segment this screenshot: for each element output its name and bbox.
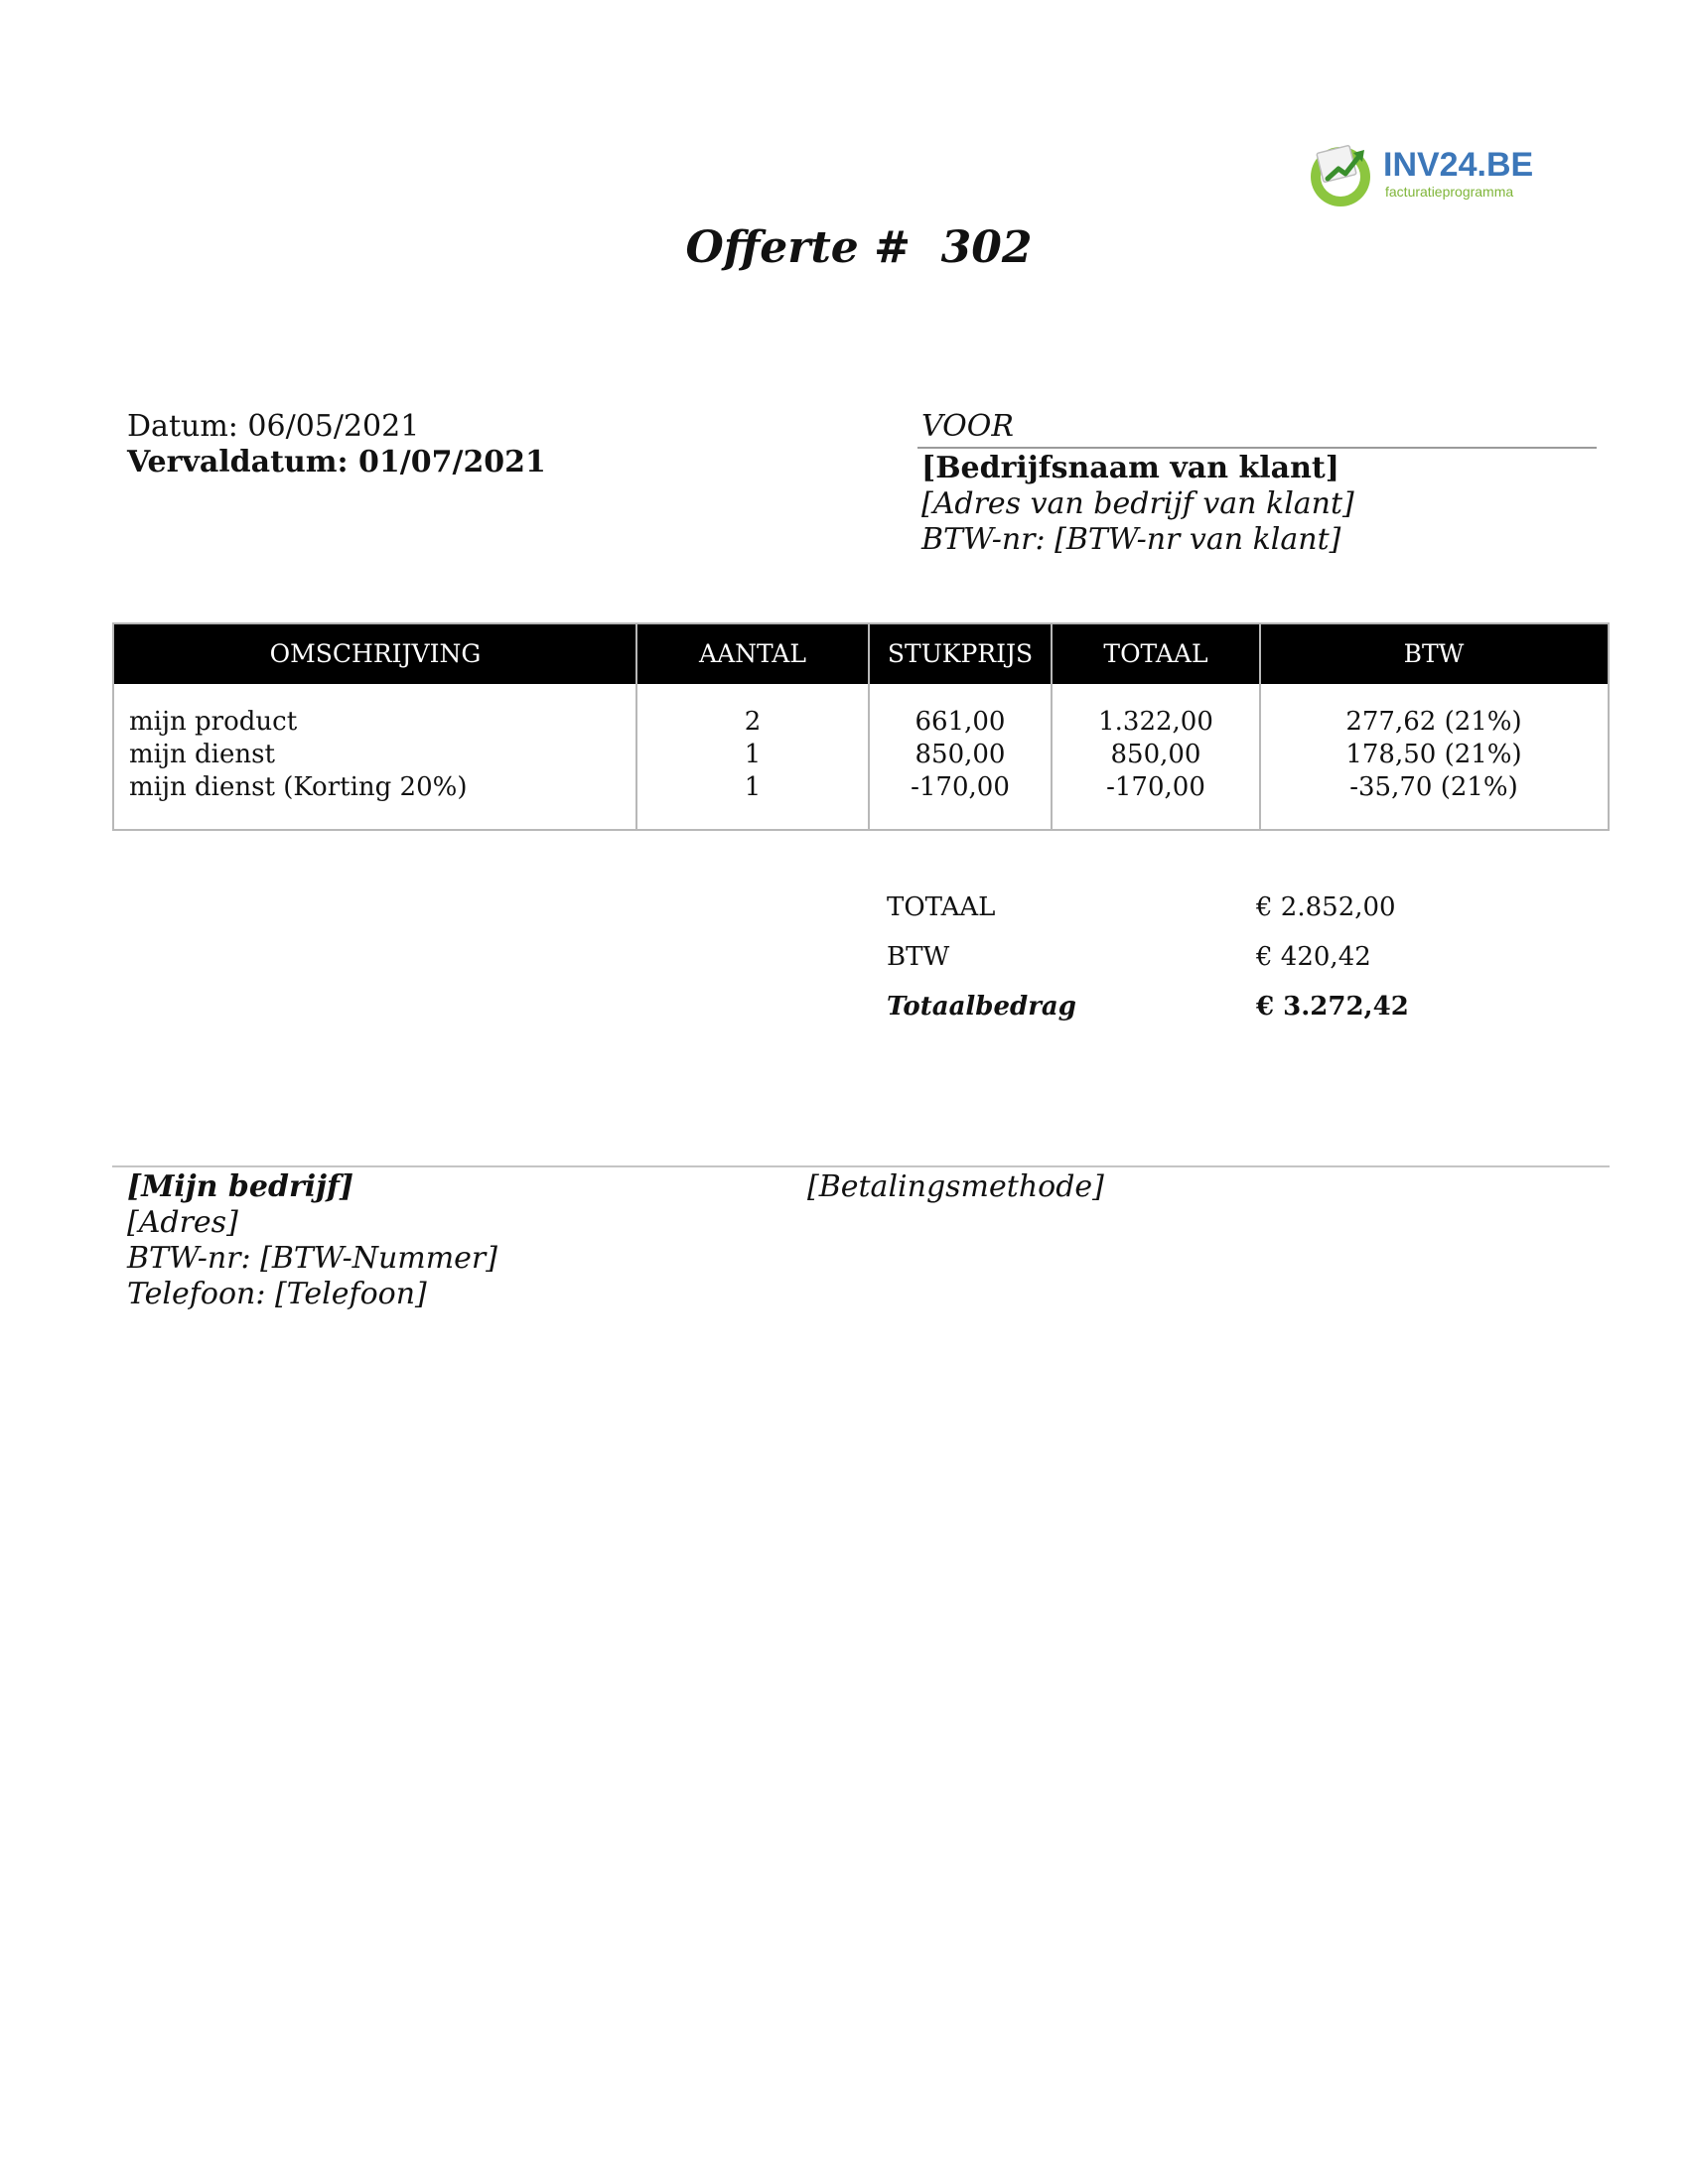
client-label: VOOR [921, 409, 1014, 444]
company-address: [Adres] [127, 1205, 238, 1240]
subtotal-value: € 2.852,00 [1256, 892, 1396, 922]
subtotal-row [887, 887, 1482, 937]
totals-block [887, 887, 1482, 1036]
header-quantity: AANTAL [699, 639, 806, 668]
issue-date: Datum: 06/05/2021 [127, 409, 420, 444]
vat-row [887, 937, 1482, 987]
company-name: [Mijn bedrijf] [127, 1169, 354, 1204]
company-vat: BTW-nr: [BTW-Nummer] [127, 1241, 497, 1276]
grand-total-value: € 3.272,42 [1256, 992, 1409, 1022]
document-title: Offerte # 302 [685, 222, 1033, 273]
vat-value: € 420,42 [1256, 942, 1371, 972]
quantity-cells: 2 1 1 [744, 707, 762, 802]
due-date: Vervaldatum: 01/07/2021 [127, 445, 546, 479]
client-address: [Adres van bedrijf van klant] [921, 486, 1354, 521]
unit-price-cells: 661,00 850,00 -170,00 [911, 707, 1010, 802]
vat-cells: 277,62 (21%) 178,50 (21%) -35,70 (21%) [1345, 707, 1522, 802]
subtotal-label: TOTAAL [887, 892, 996, 922]
client-name: [Bedrijfsnaam van klant] [921, 451, 1339, 485]
table-header [114, 624, 1608, 684]
logo-tagline: facturatieprogramma [1385, 184, 1514, 200]
grand-total-row [887, 987, 1482, 1036]
client-divider [917, 447, 1597, 449]
description-cells: mijn product mijn dienst mijn dienst (Korting 20%) [129, 707, 468, 802]
grand-total-label: Totaalbedrag [887, 992, 1076, 1022]
company-block [127, 1169, 497, 1312]
client-block [921, 409, 1597, 558]
header-description: OMSCHRIJVING [269, 639, 482, 668]
total-cells: 1.322,00 850,00 -170,00 [1098, 707, 1213, 802]
inv24-logo [1306, 139, 1534, 210]
logo-name: INV24.BE [1383, 146, 1534, 184]
logo-mark-icon [1306, 139, 1375, 208]
date-block [127, 409, 546, 480]
header-total: TOTAAL [1103, 639, 1208, 668]
client-vat: BTW-nr: [BTW-nr van klant] [921, 522, 1341, 557]
footer-divider [112, 1165, 1610, 1167]
vat-label: BTW [887, 942, 950, 972]
header-unit-price: STUKPRIJS [887, 639, 1034, 668]
header-vat: BTW [1403, 639, 1465, 668]
payment-method: [Betalingsmethode] [807, 1169, 1104, 1204]
items-table [112, 622, 1610, 831]
company-phone: Telefoon: [Telefoon] [127, 1277, 427, 1311]
